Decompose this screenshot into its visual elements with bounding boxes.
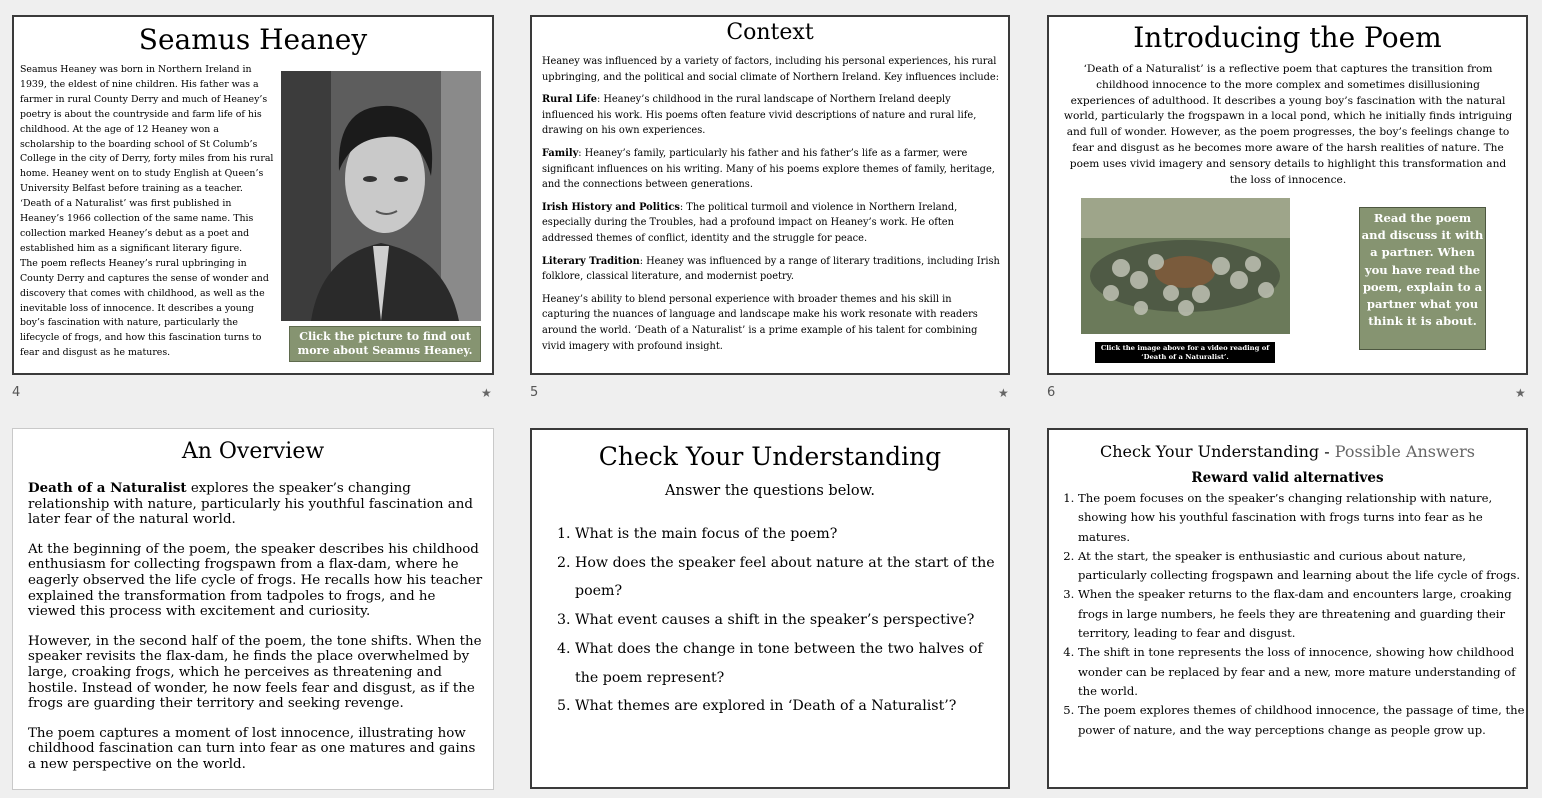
portrait-photo[interactable] [281,71,481,321]
slide-title: Check Your Understanding [598,442,942,471]
poem-title-bold: Death of a Naturalist [28,480,187,496]
slide-title: An Overview [181,439,325,464]
slide-number: 5 [530,385,539,400]
question-item: 2. How does the speaker feel about nature at the start of the poem? [575,549,1005,606]
influence-term: Literary Tradition [542,255,640,267]
slide-number: 4 [12,385,21,400]
slide-title: Seamus Heaney [138,23,368,56]
paragraph: ‘Death of a Naturalist’ was first published in Heaney’s 1966 collection of the same name. This collection marked Heaney’s debut as a poet and established him as a significant literary figure. [20,198,254,254]
paragraph: At the beginning of the poem, the speaker describes his childhood enthusiasm for collecting frogspawn from a flax-dam, where he eagerly observed the life cycle of frogs. He recalls how his teacher explained the transformation from tadpoles to frogs, and he viewed this process with excitement and curiosity. [28,541,483,620]
question-item: 1. What is the main focus of the poem? [575,520,1005,549]
influence-item: Rural Life: Heaney’s childhood in the rural landscape of Northern Ireland deeply influenced his work. His poems often feature vivid descriptions of nature and rural life, drawing on his own experiences. [542,94,977,137]
influence-item: Irish History and Politics: The political turmoil and violence in Northern Ireland, especially during the Troubles, had a profound impact on Heaney’s work. He often addressed themes of conflict, identity and the struggle for peace. [542,201,958,244]
star-icon[interactable]: ★ [1515,386,1526,400]
star-icon[interactable]: ★ [998,386,1009,400]
answer-item: 5. The poem explores themes of childhood innocence, the passage of time, the power of nature, and the way perceptions change as people grow up. [1078,701,1528,740]
slide-body [28,481,483,787]
question-list [558,520,1005,721]
slide-subtitle: Answer the questions below. [665,483,875,499]
slide-subtitle: Reward valid alternatives [1191,470,1384,486]
question-item: 3. What event causes a shift in the speaker’s perspective? [575,606,1005,635]
slide-number: 6 [1047,385,1056,400]
answer-item: 2. At the start, the speaker is enthusiastic and curious about nature, particularly collecting frogspawn and learning about the life cycle of frogs. [1078,547,1528,586]
answer-list [1059,489,1528,740]
paragraph: The poem reflects Heaney’s rural upbringing in County Derry and captures the sense of wonder and discovery that comes with childhood, as well as the inevitable loss of innocence. It describes a young boy’s fascination with nature, particularly the lifecycle of frogs, and how this fascination turns to fear and disgust as he matures. [20,257,269,359]
task-box: Read the poem and discuss it with a partner. When you have read the poem, explain to a partner what you think it is about. [1359,207,1486,350]
paragraph: However, in the second half of the poem, the tone shifts. When the speaker revisits the flax-dam, he finds the place overwhelmed by large, croaking frogs, which he perceives as threatening and hostile. Instead of wonder, he now feels fear and disgust, as if the frogs are guarding their territory and seeking revenge. [28,633,482,712]
slide-title: Check Your Understanding - Possible Answers [1099,442,1475,461]
frogspawn-video-thumbnail[interactable] [1081,198,1290,334]
slide-body [20,63,274,361]
question-item: 4. What does the change in tone between the two halves of the poem represent? [575,635,1005,692]
video-caption: Click the image above for a video reading of ‘Death of a Naturalist’. [1095,342,1275,363]
slide-8-thumbnail[interactable] [530,428,1010,789]
influence-item: Literary Tradition: Heaney was influenced by a range of literary traditions, including Irish folklore, classical literature, and modernist poetry. [542,255,1000,283]
answer-item: 1. The poem focuses on the speaker’s changing relationship with nature, showing how his youthful fascination with frogs turns into fear as he matures. [1078,489,1528,547]
slide-title: Context [726,20,814,45]
question-item: 5. What themes are explored in ‘Death of a Naturalist’? [575,692,1005,721]
slide-body [542,54,1002,361]
paragraph: Heaney was influenced by a variety of factors, including his personal experiences, his rural upbringing, and the political and social climate of Northern Ireland. Key influences include: [542,56,1000,83]
influence-term: Family [542,147,579,159]
star-icon[interactable]: ★ [481,386,492,400]
paragraph: The poem captures a moment of lost innocence, illustrating how childhood fascination can turn into fear as one matures and gains a new perspective on the world. [28,725,476,772]
find-out-more-button[interactable]: Click the picture to find out more about Seamus Heaney. [289,326,481,362]
slide-7-thumbnail[interactable] [12,428,494,790]
slide-6-thumbnail[interactable] [1047,15,1528,375]
portrait-image [281,71,481,321]
slide-9-thumbnail[interactable] [1047,428,1528,789]
slide-4-thumbnail[interactable] [12,15,494,375]
answer-item: 3. When the speaker returns to the flax-dam and encounters large, croaking frogs in large numbers, he feels they are threatening and guarding their territory, leading to fear and disgust. [1078,585,1528,643]
slide-body: ‘Death of a Naturalist’ is a reflective poem that captures the transition from childhood innocence to the more complex and sometimes disillusioning experiences of adulthood. It describes a young boy’s fascination with the natural world, particularly the frogspawn in a local pond, which he initially finds intriguing and full of wonder. However, as the poem progresses, the boy’s feelings change to fear and disgust as he becomes more aware of the harsh realities of nature. The poem uses vivid imagery and sensory details to highlight this transformation and the loss of innocence. [1063,63,1513,186]
frogspawn-image [1081,198,1290,334]
influence-term: Rural Life [542,94,597,106]
slide-5-thumbnail[interactable] [530,15,1010,375]
influence-term: Irish History and Politics [542,201,680,213]
paragraph: Seamus Heaney was born in Northern Ireland in 1939, the eldest of nine children. His father was a farmer in rural County Derry and much of Heaney’s poetry is about the countryside and farm life of his childhood. At the age of 12 Heaney won a scholarship to the boarding school of St Columb’s College in the city of Derry, forty miles from his rural home. Heaney went on to study English at Queen’s University Belfast before training as a teacher. [20,64,274,195]
influence-item: Family: Heaney’s family, particularly his father and his father’s life as a farmer, were significant influences on his writing. Many of his poems explore themes of family, heritage, and the connections between generations. [542,147,995,191]
slide-title: Introducing the Poem [1133,21,1442,54]
paragraph: Death of a Naturalist explores the speaker’s changing relationship with nature, particularly his youthful fascination and later fear of the natural world. [28,480,473,528]
answer-item: 4. The shift in tone represents the loss of innocence, showing how childhood wonder can be replaced by fear and a new, more mature understanding of the world. [1078,643,1528,701]
paragraph: Heaney’s ability to blend personal experience with broader themes and his skill in capturing the nuances of language and landscape make his work resonate with readers around the world. ‘Death of a Naturalist’ is a prime example of his talent for combining vivid imagery with profound insight. [542,293,978,352]
